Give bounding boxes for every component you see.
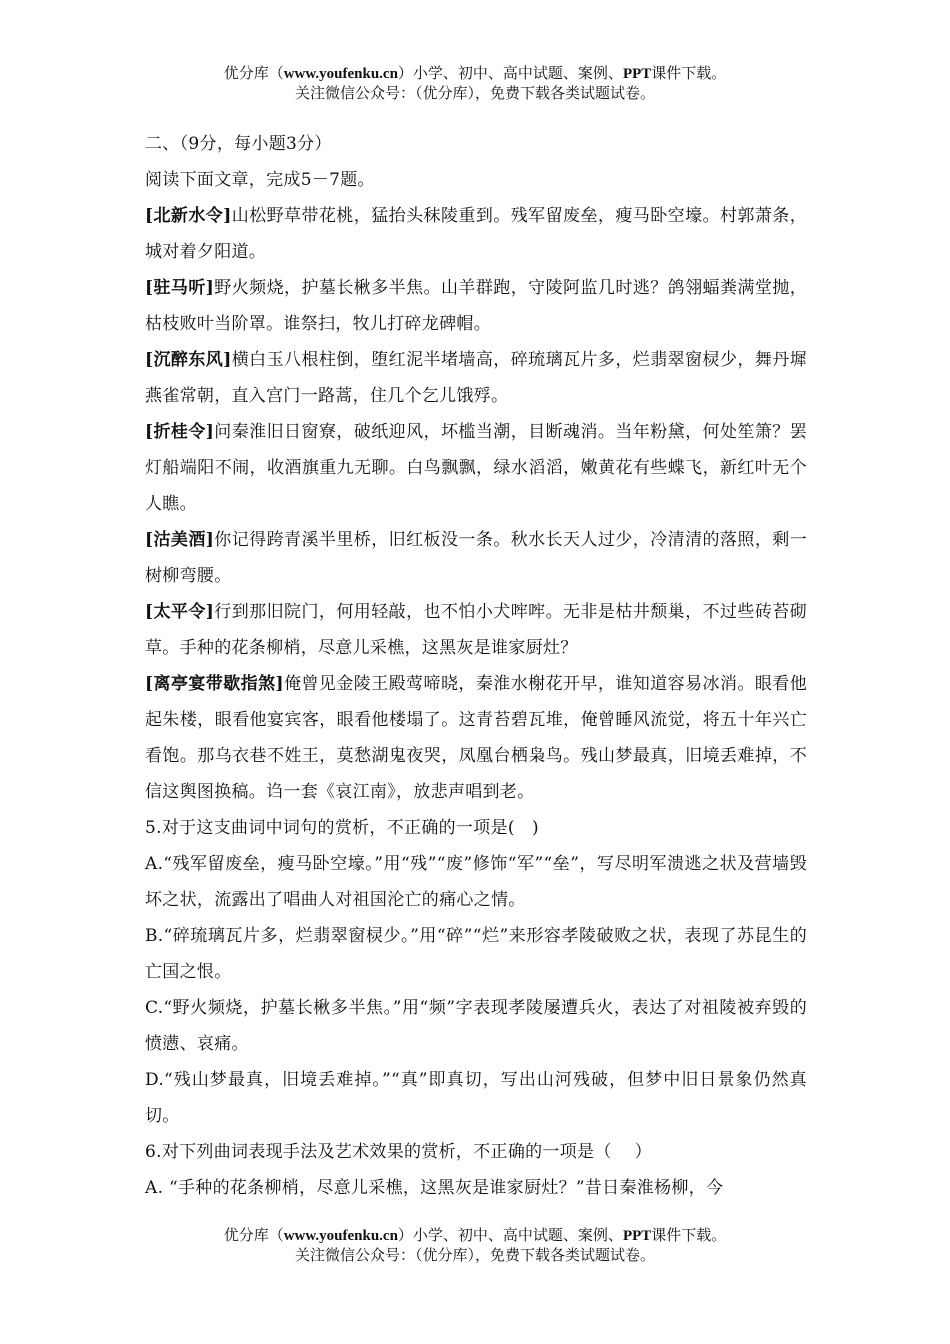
poem-stanza: [145, 522, 807, 594]
section-instruction: 阅读下面文章，完成5－7题。: [145, 170, 375, 190]
stanza-text: 山松野草带花桃，猛抬头秣陵重到。残军留废垒，瘦马卧空壕。村郭萧条，城对着夕阳道。: [145, 206, 807, 262]
poem-stanza: [145, 342, 807, 414]
footer-line-2: 关注微信公众号：（优分库），免费下载各类试题试卷。: [294, 1246, 655, 1264]
stanza-text: 横白玉八根柱倒，堕红泥半堵墙高，碎琉璃瓦片多，烂翡翠窗棂少，舞丹墀燕雀常朝，直入宫门一路蒿，住几个乞儿饿殍。: [145, 350, 807, 406]
question-option: A. “手种的花条柳梢，尽意儿采樵，这黑灰是谁家厨灶？”昔日秦淮杨柳，今: [145, 1178, 724, 1198]
section-heading: 二、（9分，每小题3分）: [145, 134, 332, 154]
stanza-tag: [北新水令]: [145, 206, 232, 226]
poem-stanza: [145, 198, 807, 270]
page-footer: [0, 1226, 950, 1265]
header-line-2: 关注微信公众号：（优分库），免费下载各类试题试卷。: [294, 84, 655, 102]
stanza-tag: [沉醉东风]: [145, 350, 232, 370]
stanza-text: 问秦淮旧日窗寮，破纸迎风，坏槛当潮，目断魂消。当年粉黛，何处笙箫？罢灯船端阳不闹，收酒旗重九无聊。白鸟飘飘，绿水滔滔，嫩黄花有些蝶飞，新红叶无个人瞧。: [145, 422, 807, 514]
question-option: C.“野火频烧，护墓长楸多半焦。”用“频”字表现孝陵屡遭兵火，表达了对祖陵被弃毁的愤懑、哀痛。: [145, 998, 807, 1054]
stanza-tag: [沽美酒]: [145, 530, 215, 550]
stanza-text: 俺曾见金陵王殿莺啼晓，秦淮水榭花开早，谁知道容易冰消。眼看他起朱楼，眼看他宴宾客，眼看他楼塌了。这青苔碧瓦堆，俺曾睡风流觉，将五十年兴亡看饱。那乌衣巷不姓王，莫愁湖鬼夜哭，凤凰台栖枭鸟。残山梦最真，旧境丢难掉，不信这舆图换稿。诌一套《哀江南》，放悲声唱到老。: [145, 674, 807, 802]
question-option: A.“残军留废垒，瘦马卧空壕。”用“残”“废”修饰“军”“垒”，写尽明军溃逃之状及营墙毁坏之状，流露出了唱曲人对祖国沦亡的痛心之情。: [145, 854, 807, 910]
poem-stanza: [145, 414, 807, 522]
stanza-tag: [太平令]: [145, 602, 215, 622]
stanza-tag: [离亭宴带歇指煞]: [145, 674, 284, 694]
footer-line-1: 优分库（www.youfenku.cn）小学、初中、高中试题、案例、PPT课件下载。: [223, 1226, 727, 1244]
question-stem: 5.对于这支曲词中词句的赏析，不正确的一项是( ): [145, 818, 539, 838]
stanza-text: 行到那旧院门，何用轻敲，也不怕小犬哰哰。无非是枯井颓巢，不过些砖苔砌草。手种的花条柳梢，尽意儿采樵，这黑灰是谁家厨灶？: [145, 602, 807, 658]
stanza-tag: [折桂令]: [145, 422, 215, 442]
site-link[interactable]: www.youfenku.cn: [283, 66, 398, 82]
stanza-text: 你记得跨青溪半里桥，旧红板没一条。秋水长天人过少，冷清清的落照，剩一树柳弯腰。: [145, 530, 807, 586]
header-line-1: 优分库（www.youfenku.cn）小学、初中、高中试题、案例、PPT课件下载。: [223, 64, 727, 82]
stanza-text: 野火频烧，护墓长楸多半焦。山羊群跑，守陵阿监几时逃？鸽翎蝠粪满堂抛，枯枝败叶当阶罩。谁祭扫，牧儿打碎龙碑帽。: [145, 278, 807, 334]
poem-stanza: [145, 270, 807, 342]
stanza-tag: [驻马听]: [145, 278, 215, 298]
poem-stanza: [145, 594, 807, 666]
poem-stanza: [145, 666, 807, 810]
site-link[interactable]: www.youfenku.cn: [283, 1228, 398, 1244]
document-body: [145, 126, 807, 1206]
page-header: [0, 64, 950, 103]
question-option: B.“碎琉璃瓦片多，烂翡翠窗棂少。”用“碎”“烂”来形容孝陵破败之状，表现了苏昆生的亡国之恨。: [145, 926, 807, 982]
question-stem: 6.对下列曲词表现手法及艺术效果的赏析，不正确的一项是（ ）: [145, 1142, 652, 1162]
question-option: D.“残山梦最真，旧境丢难掉。”“真”即真切，写出山河残破，但梦中旧日景象仍然真切。: [145, 1070, 807, 1126]
